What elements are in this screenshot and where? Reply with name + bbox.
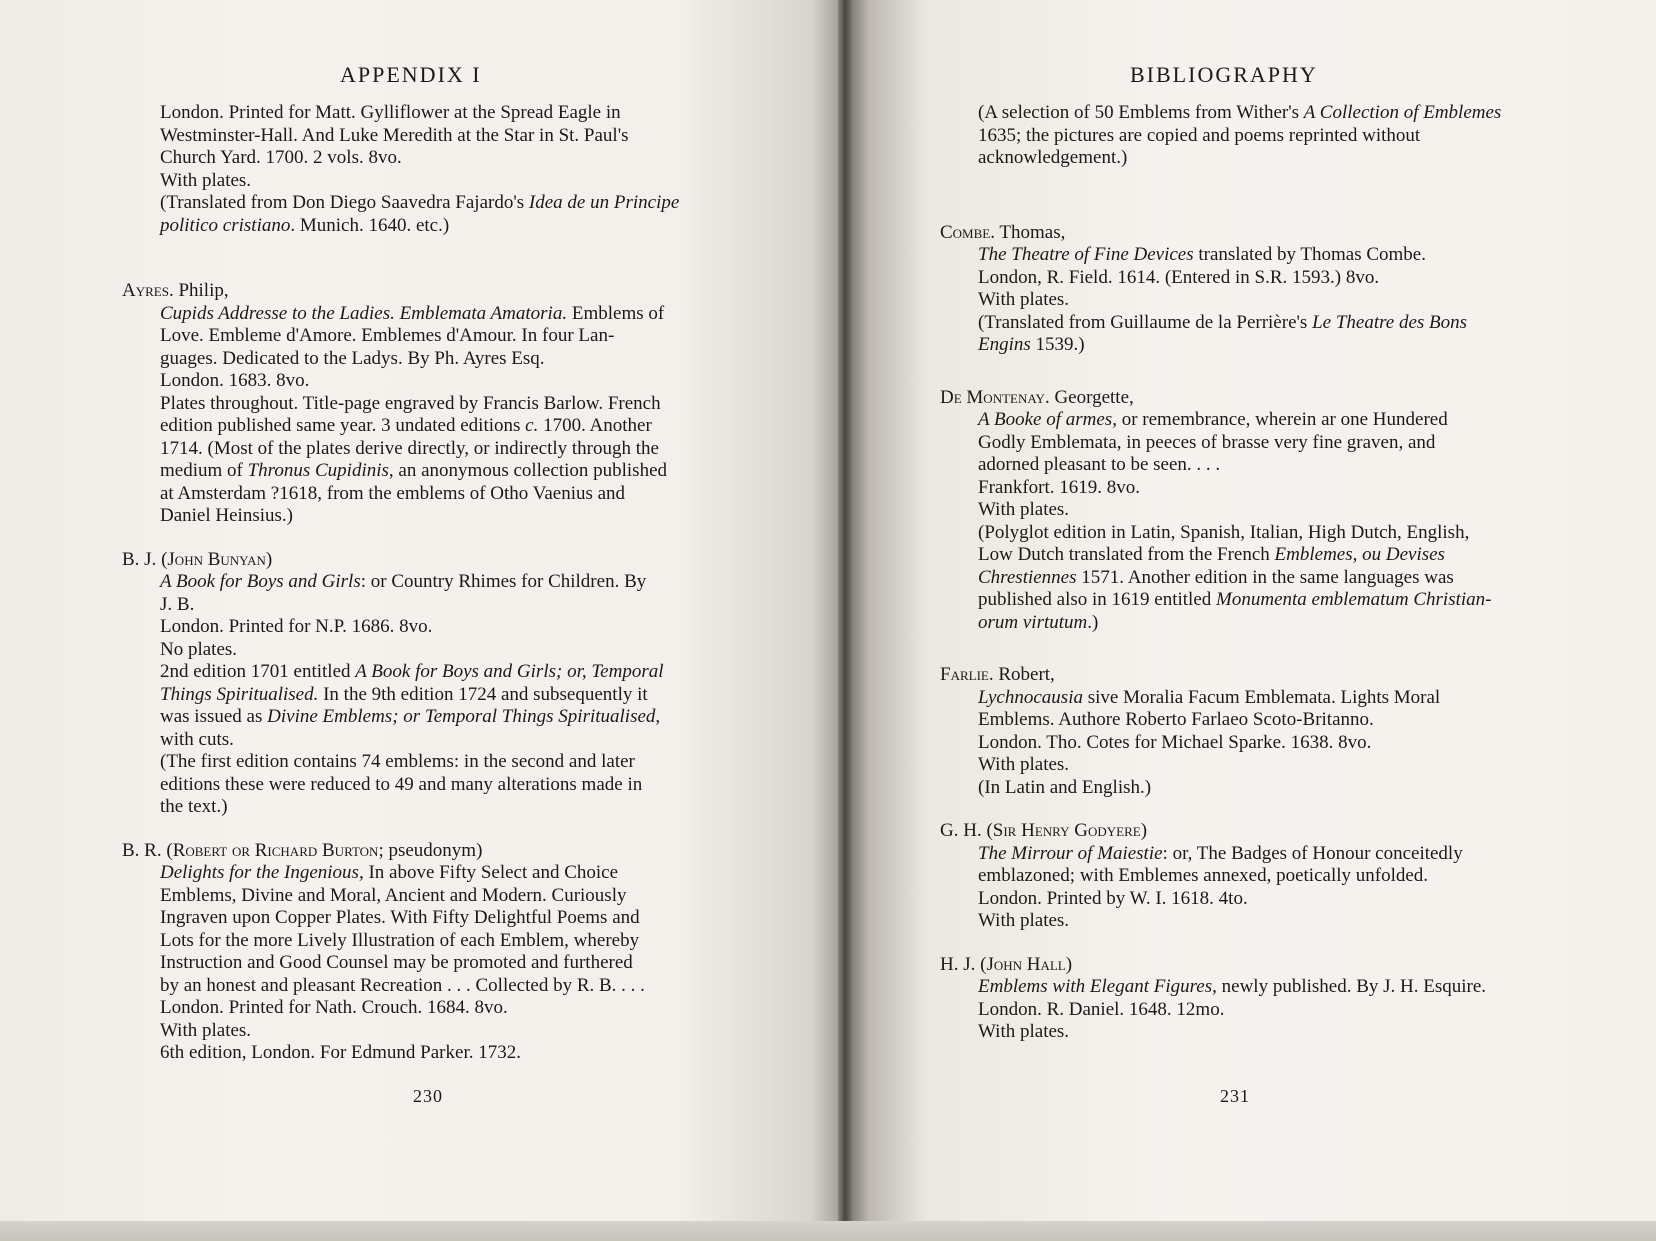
entry-heading: Farlie. Robert,: [940, 664, 1055, 685]
entry-heading: Combe. Thomas,: [940, 221, 1066, 243]
entry-combe: Combe. Thomas, The Theatre of Fine Devices translated by Thomas Combe. London, R. Field. 1614. (Entered in S.R. 1593.) 8vo. With plates. (Translated from Guillaume de la Perrière's Le Theatre des Bons Engins 1539.): [940, 222, 1540, 357]
text-line: politico cristiano. Munich. 1640. etc.): [160, 214, 450, 236]
text-line: Church Yard. 1700. 2 vols. 8vo.: [160, 147, 402, 168]
entry-bj: B. J. (John Bunyan) A Book for Boys and Girls: or Country Rhimes for Children. By J. B. London. Printed for N.P. 1686. 8vo. No plates. 2nd edition 1701 entitled A Book for Boys and Girls; or, Temporal Things Spiritualised. In the 9th edition 1724 and subsequently it was issued as Divine Emblems; or Temporal Things Spiritualised, with cuts. (The first edition contains 74 emblems: in the second and later editions these were reduced to 49 and many alterations made in the text.): [122, 549, 722, 819]
entry-continuation: (A selection of 50 Emblems from Wither's A Collection of Emblemes 1635; the pictures are copied and poems reprinted without acknowledgement.): [978, 102, 1502, 168]
entry-heading: B. R. (Robert or Richard Burton; pseudonym): [122, 839, 483, 861]
text-line: London. Printed for Matt. Gylliflower at the Spread Eagle in: [160, 102, 621, 123]
entry-heading: B. J. (John Bunyan): [122, 548, 273, 570]
right-column: [940, 102, 1540, 1065]
entry-heading: De Montenay. Georgette,: [940, 386, 1134, 408]
entry-ayres: Ayres. Philip, Cupids Addresse to the Ladies. Emblemata Amatoria. Emblems of Love. Embleme d'Amore. Emblemes d'Amour. In four Lan- guages. Dedicated to the Ladys. By Ph. Ayres Esq. London. 1683. 8vo. Plates throughout. Title-page engraved by Francis Barlow. French edition published same year. 3 undated editions c. 1700. Another 1714. (Most of the plates derive directly, or indirectly through the medium of Thronus Cupidinis, an anonymous collection published at Amsterdam ?1618, from the emblems of Otho Vaenius and Daniel Heinsius.): [122, 280, 722, 528]
entry-heading: H. J. (John Hall): [940, 953, 1073, 975]
right-page: [845, 0, 1656, 1241]
title-line: Cupids Addresse to the Ladies. Emblemata Amatoria. Emblems of: [160, 302, 665, 324]
text-line: (Translated from Don Diego Saavedra Fajardo's Idea de un Principe: [160, 192, 680, 213]
page-header: BIBLIOGRAPHY: [1130, 62, 1318, 87]
page-number: 231: [1220, 1086, 1250, 1106]
book-gutter: [838, 0, 852, 1241]
entry-heading: G. H. (Sir Henry Godyere): [940, 820, 1148, 841]
entry-farlie: Farlie. Robert, Lychnocausia sive Moralia Facum Emblemata. Lights Moral Emblems. Authore Roberto Farlaeo Scoto-Britanno. London. Tho. Cotes for Michael Sparke. 1638. 8vo. With plates. (In Latin and English.): [940, 664, 1540, 799]
entry-de-montenay: De Montenay. Georgette, A Booke of armes, or remembrance, wherein ar one Hundered Godly Emblemata, in peeces of brasse very fine graven, and adorned pleasant to be seen. . . . Frankfort. 1619. 8vo. With plates. (Polyglot edition in Latin, Spanish, Italian, High Dutch, English, Low Dutch translated from the French Emblemes, ou Devises Chrestiennes 1571. Another edition in the same languages was published also in 1619 entitled Monumenta emblematum Christian- orum virtutum.): [940, 387, 1540, 635]
entry-heading: Ayres. Philip,: [122, 280, 229, 301]
left-column: [122, 102, 722, 1086]
text-line: With plates.: [160, 169, 252, 191]
page-bottom-edge: [0, 1221, 1656, 1241]
entry-hj: H. J. (John Hall) Emblems with Elegant Figures, newly published. By J. H. Esquire. London. R. Daniel. 1648. 12mo. With plates.: [940, 954, 1540, 1044]
page-number: 230: [413, 1086, 443, 1106]
entry-gh: G. H. (Sir Henry Godyere) The Mirrour of Maiestie: or, The Badges of Honour conceitedly emblazoned; with Emblemes annexed, poetically unfolded. London. Printed by W. I. 1618. 4to. With plates.: [940, 820, 1540, 933]
entry-br: B. R. (Robert or Richard Burton; pseudonym) Delights for the Ingenious, In above Fifty Select and Choice Emblems, Divine and Moral, Ancient and Modern. Curiously Ingraven upon Copper Plates. With Fifty Delightful Poems and Lots for the more Lively Illustration of each Emblem, whereby Instruction and Good Counsel may be promoted and furthered by an honest and pleasant Recreation . . . Collected by R. B. . . . London. Printed for Nath. Crouch. 1684. 8vo. With plates. 6th edition, London. For Edmund Parker. 1732.: [122, 840, 722, 1065]
entry-continuation: [122, 102, 722, 237]
text-line: Westminster-Hall. And Luke Meredith at the Star in St. Paul's: [160, 124, 629, 146]
page-header: APPENDIX I: [340, 62, 482, 87]
